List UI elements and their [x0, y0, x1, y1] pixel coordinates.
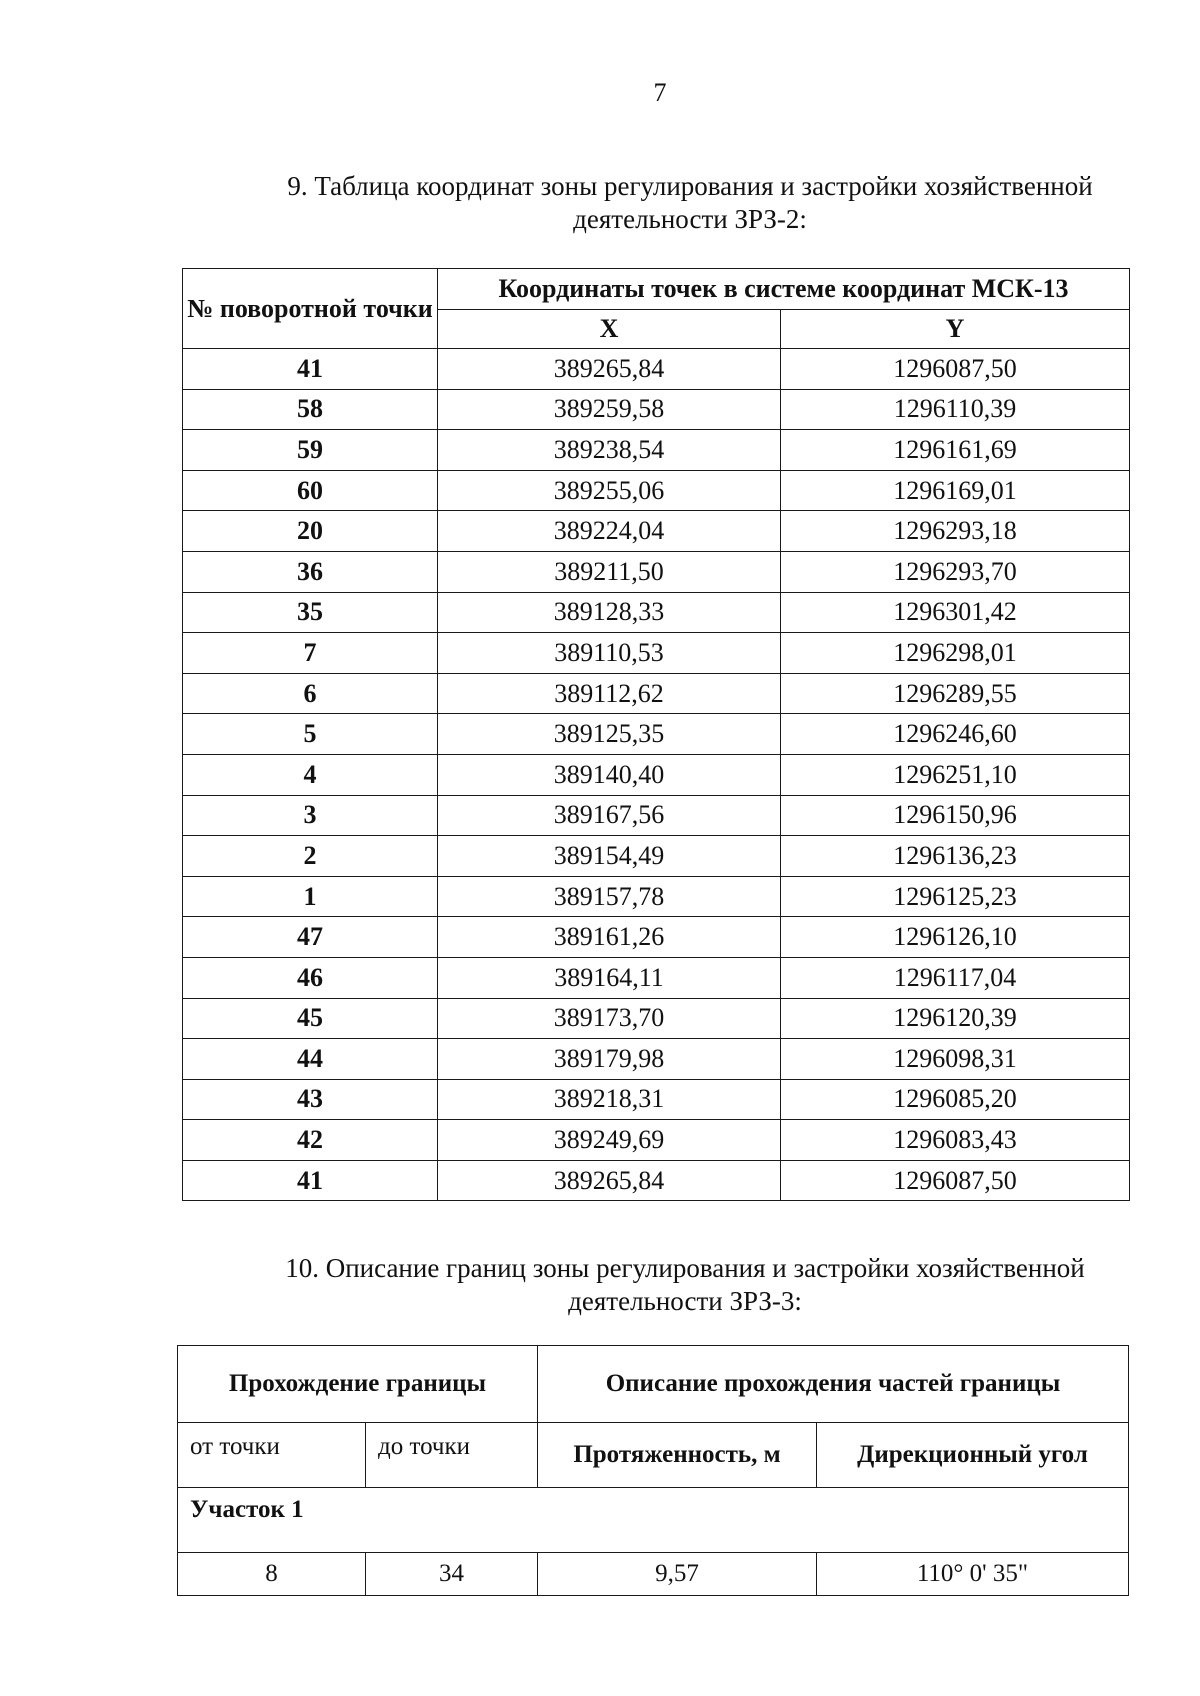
y-cell: 1296136,23	[781, 836, 1130, 877]
table-row	[183, 592, 1130, 633]
angle-cell: 110° 0' 35"	[817, 1553, 1129, 1596]
column-header-to: до точки	[366, 1423, 538, 1488]
y-cell: 1296301,42	[781, 592, 1130, 633]
point-cell: 41	[183, 1160, 438, 1201]
point-cell: 36	[183, 551, 438, 592]
x-cell: 389259,58	[438, 389, 781, 430]
section-10-heading-line1: 10. Описание границ зоны регулирования и застройки хозяйственной	[285, 1253, 1085, 1283]
table-row	[183, 349, 1130, 390]
coordinates-table-body	[183, 349, 1130, 1201]
x-cell: 389173,70	[438, 998, 781, 1039]
section-10-heading-line2: деятельности ЗРЗ-3:	[568, 1286, 802, 1316]
table-row	[183, 511, 1130, 552]
y-cell: 1296125,23	[781, 876, 1130, 917]
point-cell: 46	[183, 957, 438, 998]
coordinates-table	[182, 268, 1130, 1201]
x-cell: 389238,54	[438, 430, 781, 471]
point-cell: 1	[183, 876, 438, 917]
table-row	[183, 389, 1130, 430]
x-cell: 389255,06	[438, 470, 781, 511]
x-cell: 389218,31	[438, 1079, 781, 1120]
y-cell: 1296120,39	[781, 998, 1130, 1039]
border-table-body	[178, 1553, 1129, 1596]
x-cell: 389157,78	[438, 876, 781, 917]
point-cell: 42	[183, 1120, 438, 1161]
x-cell: 389154,49	[438, 836, 781, 877]
y-cell: 1296293,18	[781, 511, 1130, 552]
x-cell: 389265,84	[438, 349, 781, 390]
section-label: Участок 1	[178, 1488, 1129, 1553]
page-number: 7	[653, 78, 667, 107]
table-row	[183, 633, 1130, 674]
section-9-heading-line2: деятельности ЗРЗ-2:	[573, 204, 807, 234]
table-row	[183, 1120, 1130, 1161]
y-cell: 1296085,20	[781, 1079, 1130, 1120]
section-9-heading	[250, 170, 1130, 236]
y-cell: 1296083,43	[781, 1120, 1130, 1161]
column-header-passage: Прохождение границы	[178, 1346, 538, 1423]
table-row	[183, 957, 1130, 998]
y-cell: 1296289,55	[781, 673, 1130, 714]
column-header-y: Y	[781, 310, 1130, 349]
y-cell: 1296098,31	[781, 1039, 1130, 1080]
y-cell: 1296087,50	[781, 1160, 1130, 1201]
x-cell: 389249,69	[438, 1120, 781, 1161]
column-header-description: Описание прохождения частей границы	[538, 1346, 1129, 1423]
x-cell: 389265,84	[438, 1160, 781, 1201]
from-point-cell: 8	[178, 1553, 366, 1596]
y-cell: 1296161,69	[781, 430, 1130, 471]
border-description-table	[177, 1345, 1129, 1596]
point-cell: 7	[183, 633, 438, 674]
y-cell: 1296293,70	[781, 551, 1130, 592]
point-cell: 43	[183, 1079, 438, 1120]
table-row	[183, 754, 1130, 795]
point-cell: 59	[183, 430, 438, 471]
point-cell: 44	[183, 1039, 438, 1080]
y-cell: 1296126,10	[781, 917, 1130, 958]
column-header-from: от точки	[178, 1423, 366, 1488]
y-cell: 1296150,96	[781, 795, 1130, 836]
x-cell: 389161,26	[438, 917, 781, 958]
column-header-coordinates: Координаты точек в системе координат МСК-13	[438, 269, 1130, 310]
length-cell: 9,57	[538, 1553, 817, 1596]
point-cell: 45	[183, 998, 438, 1039]
y-cell: 1296087,50	[781, 349, 1130, 390]
y-cell: 1296298,01	[781, 633, 1130, 674]
table-row	[183, 1039, 1130, 1080]
table-row	[183, 1160, 1130, 1201]
table-row	[183, 876, 1130, 917]
x-cell: 389110,53	[438, 633, 781, 674]
table-row	[178, 1553, 1129, 1596]
y-cell: 1296246,60	[781, 714, 1130, 755]
y-cell: 1296110,39	[781, 389, 1130, 430]
x-cell: 389112,62	[438, 673, 781, 714]
point-cell: 47	[183, 917, 438, 958]
table-row	[183, 917, 1130, 958]
column-header-point: № поворотной точки	[183, 269, 438, 349]
point-cell: 4	[183, 754, 438, 795]
table-row	[183, 836, 1130, 877]
column-header-length: Протяженность, м	[538, 1423, 817, 1488]
point-cell: 5	[183, 714, 438, 755]
table-row	[183, 795, 1130, 836]
x-cell: 389224,04	[438, 511, 781, 552]
column-header-x: X	[438, 310, 781, 349]
table-row	[183, 1079, 1130, 1120]
point-cell: 2	[183, 836, 438, 877]
point-cell: 41	[183, 349, 438, 390]
table-row	[183, 673, 1130, 714]
table-row	[183, 470, 1130, 511]
section-9-heading-line1: 9. Таблица координат зоны регулирования и застройки хозяйственной	[287, 171, 1093, 201]
table-row	[183, 551, 1130, 592]
x-cell: 389211,50	[438, 551, 781, 592]
point-cell: 3	[183, 795, 438, 836]
point-cell: 60	[183, 470, 438, 511]
point-cell: 20	[183, 511, 438, 552]
x-cell: 389128,33	[438, 592, 781, 633]
x-cell: 389167,56	[438, 795, 781, 836]
table-row	[183, 430, 1130, 471]
to-point-cell: 34	[366, 1553, 538, 1596]
y-cell: 1296251,10	[781, 754, 1130, 795]
y-cell: 1296169,01	[781, 470, 1130, 511]
y-cell: 1296117,04	[781, 957, 1130, 998]
x-cell: 389140,40	[438, 754, 781, 795]
column-header-angle: Дирекционный угол	[817, 1423, 1129, 1488]
table-row	[183, 714, 1130, 755]
x-cell: 389179,98	[438, 1039, 781, 1080]
table-row	[183, 998, 1130, 1039]
point-cell: 6	[183, 673, 438, 714]
section-10-heading	[250, 1252, 1120, 1318]
x-cell: 389164,11	[438, 957, 781, 998]
point-cell: 35	[183, 592, 438, 633]
x-cell: 389125,35	[438, 714, 781, 755]
point-cell: 58	[183, 389, 438, 430]
